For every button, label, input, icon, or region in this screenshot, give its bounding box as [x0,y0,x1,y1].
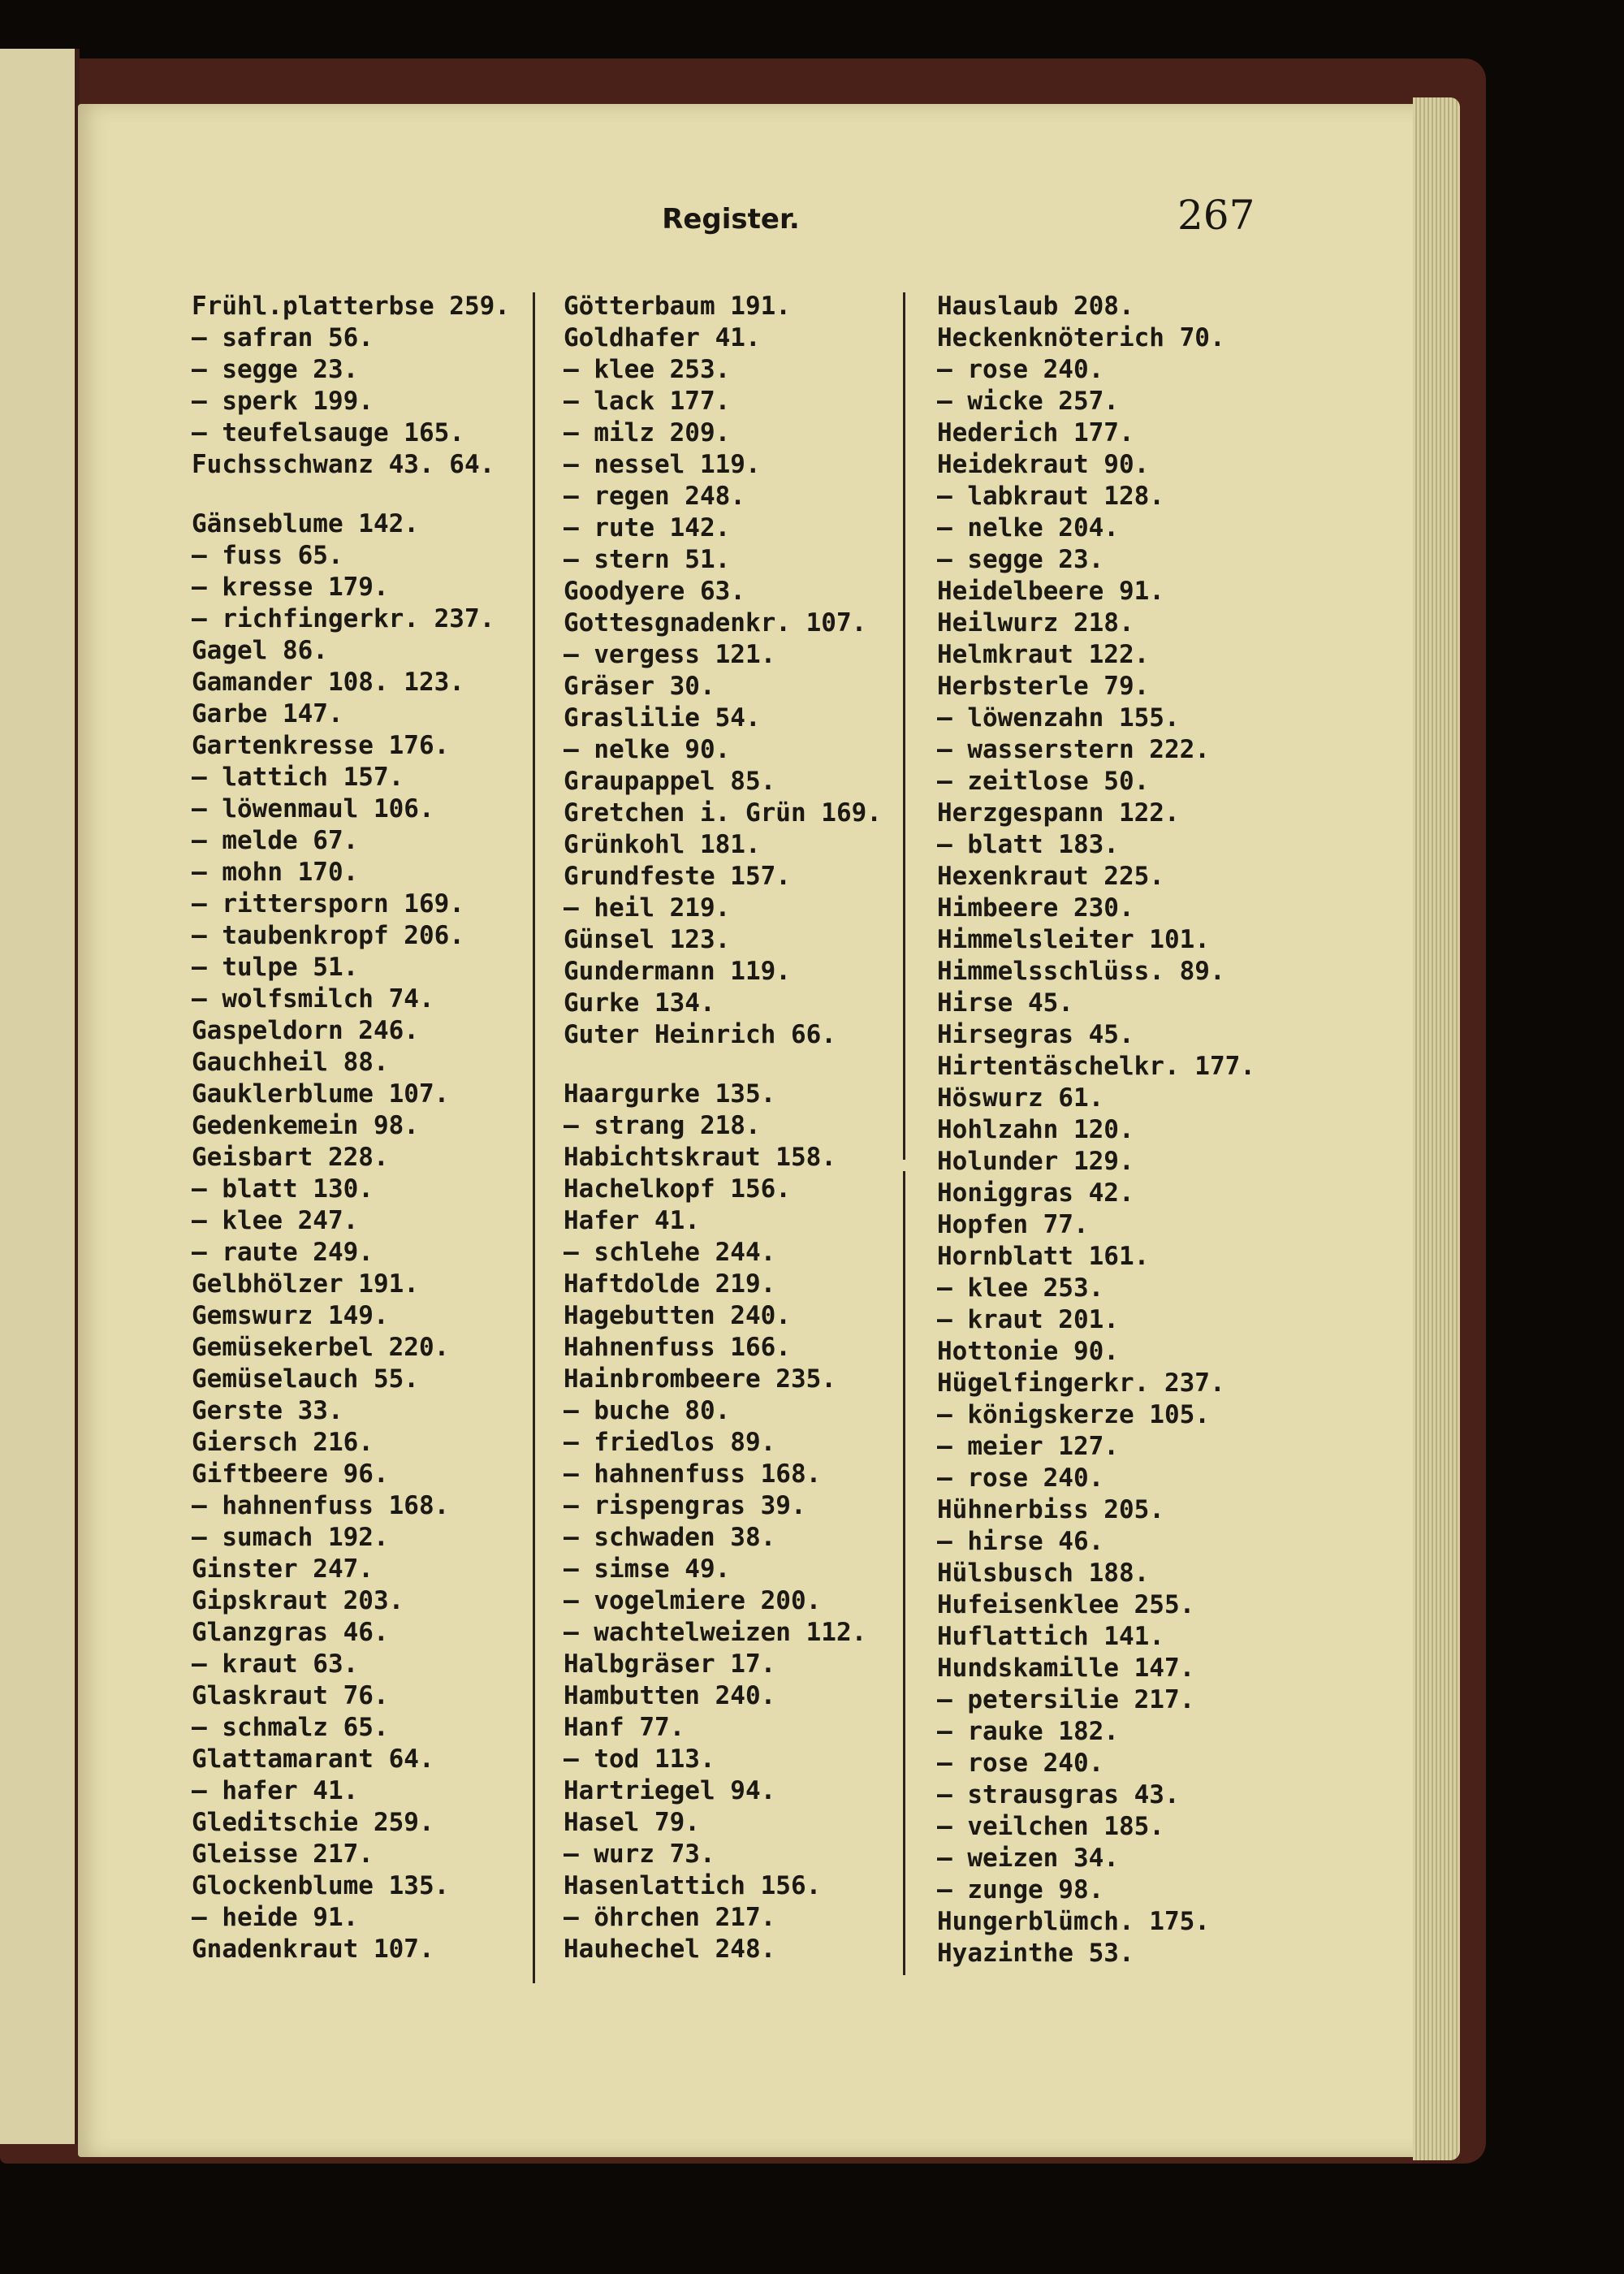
index-entry: — kraut 63. [192,1649,359,1679]
index-column-1 [192,291,516,1965]
index-entry: Hirtentäschelkr. 177. [937,1052,1255,1081]
index-entry: Halbgräser 17. [564,1649,776,1679]
index-entry: Gleditschie 259. [192,1808,434,1837]
index-entry: — tod 113. [564,1744,715,1774]
index-entry: — kresse 179. [192,573,389,602]
index-entry: — strausgras 43. [937,1780,1180,1809]
index-entry: — segge 23. [937,545,1104,574]
index-entry: Huflattich 141. [937,1622,1164,1651]
index-entry: Goldhafer 41. [564,323,761,352]
index-entry: — hirse 46. [937,1527,1104,1556]
index-entry: Hambutten 240. [564,1681,776,1710]
index-entry: Hartriegel 94. [564,1776,776,1805]
index-column-2 [564,291,888,1965]
index-entry: — schmalz 65. [192,1713,389,1742]
index-entry: Gänseblume 142. [192,509,419,538]
index-entry: Glaskraut 76. [192,1681,389,1710]
index-entry: Honiggras 42. [937,1178,1134,1208]
index-entry: — rute 142. [564,513,731,543]
index-entry: — rauke 182. [937,1717,1119,1746]
index-entry: Hirsegras 45. [937,1020,1134,1049]
index-entry: — safran 56. [192,323,374,352]
index-entry: Haargurke 135. [564,1079,776,1109]
index-entry: — rispengras 39. [564,1491,806,1520]
index-entry: Hederich 177. [937,418,1134,447]
index-entry: — zeitlose 50. [937,767,1150,796]
index-entry: Gauchheil 88. [192,1048,389,1077]
index-entry: Gamander 108. 123. [192,668,464,697]
index-entry: Goodyere 63. [564,577,745,606]
index-entry: Hasel 79. [564,1808,700,1837]
index-entry: Gemswurz 149. [192,1301,389,1330]
index-entry: — heide 91. [192,1903,359,1932]
index-entry: Graslilie 54. [564,703,761,733]
index-entry: Hasenlattich 156. [564,1871,822,1900]
index-entry: — nessel 119. [564,450,761,479]
index-entry: — löwenzahn 155. [937,703,1180,733]
index-entry: Hornblatt 161. [937,1242,1150,1271]
index-entry: — schlehe 244. [564,1238,776,1267]
index-entry: — taubenkropf 206. [192,921,464,950]
index-entry: Gretchen i. Grün 169. [564,798,882,828]
index-entry: — veilchen 185. [937,1812,1164,1841]
index-entry: Gurke 134. [564,988,715,1018]
index-entry: Herbsterle 79. [937,672,1150,701]
index-entry: — melde 67. [192,826,359,855]
index-entry: — blatt 183. [937,830,1119,859]
index-entry: Grünkohl 181. [564,830,761,859]
index-entry: Hottonie 90. [937,1337,1119,1366]
index-entry: — wasserstern 222. [937,735,1210,764]
index-entry: Heidekraut 90. [937,450,1150,479]
index-entry: — wachtelweizen 112. [564,1618,867,1647]
running-header: Register. [662,203,800,236]
index-entry: — simse 49. [564,1554,731,1584]
index-entry: — hahnenfuss 168. [564,1459,822,1489]
index-entry: Gipskraut 203. [192,1586,404,1615]
index-entry: — nelke 204. [937,513,1119,543]
index-entry: Hafer 41. [564,1206,700,1235]
index-entry: Gauklerblume 107. [192,1079,450,1109]
index-entry: Hülsbusch 188. [937,1559,1150,1588]
index-entry: Gagel 86. [192,636,328,665]
index-entry: — richfingerkr. 237. [192,604,495,633]
index-entry: — mohn 170. [192,858,359,887]
section-gap [564,1051,888,1079]
index-entry: Gundermann 119. [564,957,791,986]
index-entry: — wolfsmilch 74. [192,984,434,1014]
index-entry: — nelke 90. [564,735,731,764]
index-entry: Hügelfingerkr. 237. [937,1368,1225,1398]
index-entry: Hirse 45. [937,988,1073,1018]
index-entry: — sperk 199. [192,387,374,416]
index-entry: Hungerblümch. 175. [937,1907,1210,1936]
column-divider [903,292,905,1160]
index-entry: Ginster 247. [192,1554,374,1584]
index-entry: — wurz 73. [564,1840,715,1869]
index-entry: — meier 127. [937,1432,1119,1461]
index-entry: Hahnenfuss 166. [564,1333,791,1362]
index-entry: — friedlos 89. [564,1428,776,1457]
index-entry: — rose 240. [937,1463,1104,1493]
index-entry: Helmkraut 122. [937,640,1150,669]
index-entry: — vergess 121. [564,640,776,669]
index-entry: Frühl.platterbse 259. [192,292,510,321]
index-entry: Heckenknöterich 70. [937,323,1225,352]
index-entry: Glockenblume 135. [192,1871,450,1900]
left-page-edge [0,49,80,2144]
index-entry: Hyazinthe 53. [937,1939,1134,1968]
index-entry: — klee 253. [937,1273,1104,1303]
index-entry: — hafer 41. [192,1776,359,1805]
index-entry: Herzgespann 122. [937,798,1180,828]
index-entry: — lack 177. [564,387,731,416]
index-entry: Haftdolde 219. [564,1269,776,1299]
index-entry: Höswurz 61. [937,1083,1104,1113]
index-entry: — klee 253. [564,355,731,384]
index-entry: — fuss 65. [192,541,343,570]
index-entry: Guter Heinrich 66. [564,1020,836,1049]
index-entry: Habichtskraut 158. [564,1143,836,1172]
page-number: 267 [1177,192,1255,239]
index-entry: Geisbart 228. [192,1143,389,1172]
index-entry: — vogelmiere 200. [564,1586,822,1615]
index-entry: Gräser 30. [564,672,715,701]
index-entry: Hufeisenklee 255. [937,1590,1195,1619]
index-entry: Gedenkemein 98. [192,1111,419,1140]
index-entry: Graupappel 85. [564,767,776,796]
index-entry: Hexenkraut 225. [937,862,1164,891]
index-entry: Gnadenkraut 107. [192,1935,434,1964]
index-entry: — löwenmaul 106. [192,794,434,824]
index-entry: — lattich 157. [192,763,404,792]
section-gap [192,481,516,508]
index-entry: Glattamarant 64. [192,1744,434,1774]
index-entry: Hainbrombeere 235. [564,1364,836,1394]
index-entry: — wicke 257. [937,387,1119,416]
index-entry: Glanzgras 46. [192,1618,389,1647]
index-entry: — sumach 192. [192,1523,389,1552]
index-entry: Fuchsschwanz 43. 64. [192,450,495,479]
index-entry: Gartenkresse 176. [192,731,450,760]
index-entry: Hauslaub 208. [937,292,1134,321]
index-entry: Himmelsleiter 101. [937,925,1210,954]
index-entry: Günsel 123. [564,925,731,954]
index-entry: Hauhechel 248. [564,1935,776,1964]
column-divider [533,292,535,1983]
index-entry: Garbe 147. [192,699,343,728]
index-entry: — rittersporn 169. [192,889,464,919]
index-entry: — buche 80. [564,1396,731,1425]
index-entry: Heilwurz 218. [937,608,1134,638]
index-entry: Gleisse 217. [192,1840,374,1869]
index-entry: — königskerze 105. [937,1400,1210,1429]
index-entry: — schwaden 38. [564,1523,776,1552]
index-entry: — segge 23. [192,355,359,384]
index-entry: — rose 240. [937,355,1104,384]
index-entry: Hagebutten 240. [564,1301,791,1330]
index-entry: Gelbhölzer 191. [192,1269,419,1299]
index-entry: — raute 249. [192,1238,374,1267]
index-entry: Gemüselauch 55. [192,1364,419,1394]
index-entry: — regen 248. [564,482,745,511]
index-entry: — milz 209. [564,418,731,447]
column-divider [903,1171,905,1975]
index-entry: Hachelkopf 156. [564,1174,791,1204]
index-entry: Hohlzahn 120. [937,1115,1134,1144]
index-entry: Giersch 216. [192,1428,374,1457]
index-entry: Heidelbeere 91. [937,577,1164,606]
index-entry: — klee 247. [192,1206,359,1235]
index-entry: Hanf 77. [564,1713,685,1742]
index-entry: — hahnenfuss 168. [192,1491,450,1520]
index-entry: — petersilie 217. [937,1685,1195,1714]
index-entry: — strang 218. [564,1111,761,1140]
index-entry: — blatt 130. [192,1174,374,1204]
index-entry: Hühnerbiss 205. [937,1495,1164,1524]
index-entry: — tulpe 51. [192,953,359,982]
index-column-3 [937,291,1262,1969]
index-entry: — zunge 98. [937,1875,1104,1904]
index-entry: Gaspeldorn 246. [192,1016,419,1045]
index-entry: Hundskamille 147. [937,1654,1195,1683]
index-entry: — teufelsauge 165. [192,418,464,447]
index-entry: — labkraut 128. [937,482,1164,511]
index-entry: Himbeere 230. [937,893,1134,923]
index-entry: — stern 51. [564,545,731,574]
page-stack-edge [1413,97,1460,2160]
index-entry: — öhrchen 217. [564,1903,776,1932]
index-entry: Holunder 129. [937,1147,1134,1176]
index-entry: Gottesgnadenkr. 107. [564,608,867,638]
index-entry: Götterbaum 191. [564,292,791,321]
index-entry: Himmelsschlüss. 89. [937,957,1225,986]
index-entry: — kraut 201. [937,1305,1119,1334]
index-entry: — heil 219. [564,893,731,923]
index-entry: Grundfeste 157. [564,862,791,891]
index-entry: Gerste 33. [192,1396,343,1425]
index-entry: Giftbeere 96. [192,1459,389,1489]
index-entry: Gemüsekerbel 220. [192,1333,450,1362]
index-entry: — weizen 34. [937,1844,1119,1873]
index-entry: — rose 240. [937,1749,1104,1778]
index-entry: Hopfen 77. [937,1210,1089,1239]
